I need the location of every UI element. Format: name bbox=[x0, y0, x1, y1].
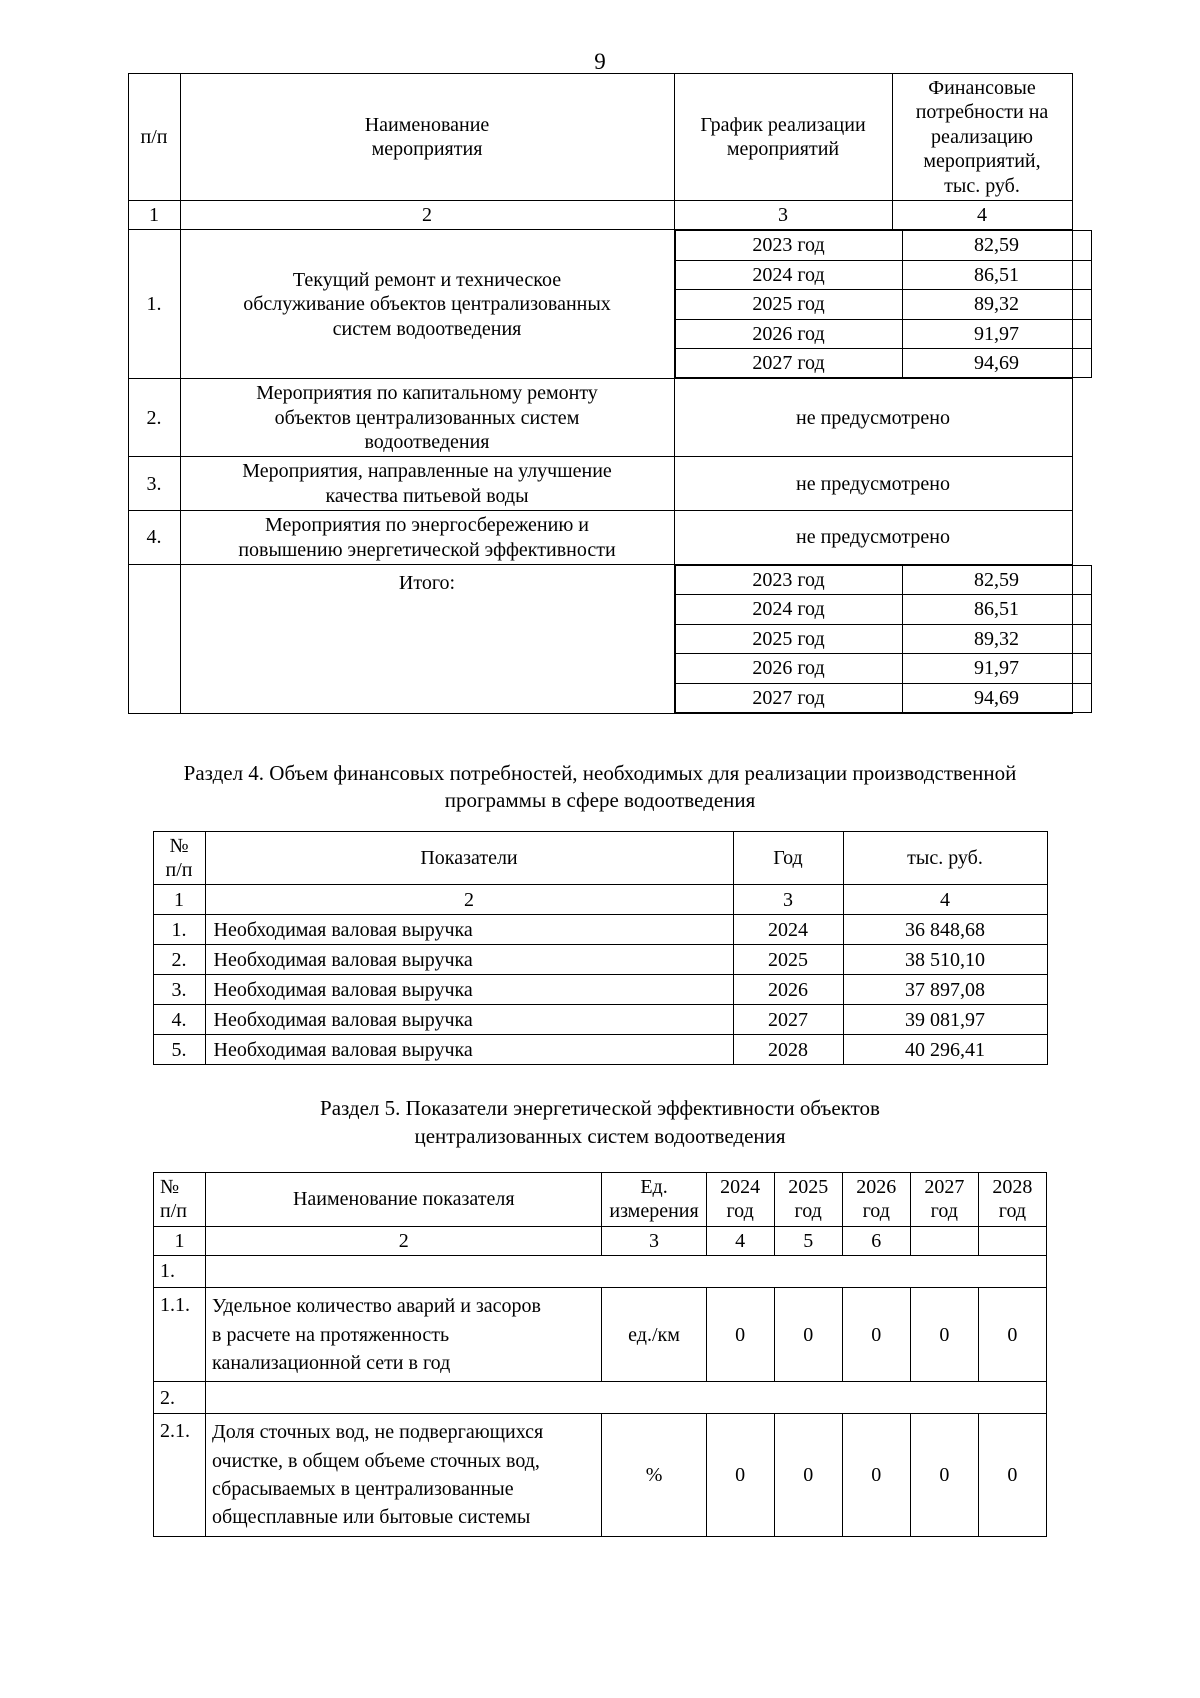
row-value: 39 081,97 bbox=[843, 1005, 1047, 1035]
schedule-line bbox=[675, 260, 1091, 289]
row-value: 37 897,08 bbox=[843, 975, 1047, 1005]
section4-title bbox=[145, 760, 1055, 815]
table-row bbox=[153, 1005, 1047, 1035]
schedule-value: 94,69 bbox=[902, 348, 1091, 377]
row-number: 2. bbox=[153, 945, 205, 975]
row-unit: % bbox=[602, 1414, 706, 1537]
header-year-2027-word: год bbox=[930, 1200, 958, 1223]
row-measure-name bbox=[180, 457, 674, 511]
row-number: 4. bbox=[153, 1005, 205, 1035]
indicator-name-line1: Удельное количество аварий и засоров bbox=[212, 1295, 542, 1318]
row-value-2028: 0 bbox=[978, 1288, 1046, 1382]
measures-table bbox=[128, 73, 1073, 714]
col-num-4: 4 bbox=[843, 885, 1047, 915]
schedule-value: 94,69 bbox=[902, 683, 1091, 712]
header-np bbox=[154, 1172, 206, 1226]
row-measure-name bbox=[180, 230, 674, 379]
total-schedule-and-values bbox=[674, 565, 1072, 714]
group-number: 2. bbox=[154, 1382, 206, 1414]
group-label bbox=[206, 1382, 1047, 1414]
section4-title-line2: программы в сфере водоотведения bbox=[444, 788, 756, 813]
header-year-2028-number: 2028 bbox=[992, 1175, 1033, 1198]
measure-name-line2: обслуживание объектов централизованных bbox=[243, 293, 611, 316]
spacer bbox=[0, 815, 1200, 831]
row-value-2027: 0 bbox=[910, 1414, 978, 1537]
col-num-7 bbox=[910, 1226, 978, 1255]
spacer bbox=[0, 714, 1200, 760]
table-row bbox=[128, 379, 1072, 457]
spacer bbox=[0, 1150, 1200, 1172]
measure-name-line1: Мероприятия по энергосбережению и bbox=[265, 514, 589, 537]
col-num-3: 3 bbox=[602, 1226, 706, 1255]
table-row bbox=[153, 945, 1047, 975]
section4-title-line1: Раздел 4. Объем финансовых потребностей, необходимых для реализации производственной bbox=[183, 760, 1017, 785]
table-row bbox=[154, 1288, 1047, 1382]
header-year-2025 bbox=[774, 1172, 842, 1226]
schedule-year: 2027 год bbox=[675, 348, 902, 377]
schedule-line bbox=[675, 566, 1091, 595]
header-financial-line1: Финансовые bbox=[928, 77, 1036, 99]
column-number-row bbox=[154, 1226, 1047, 1255]
row-number: 1. bbox=[153, 915, 205, 945]
col-num-1: 1 bbox=[153, 885, 205, 915]
schedule-year: 2023 год bbox=[675, 566, 902, 595]
header-year-2028 bbox=[978, 1172, 1046, 1226]
row-indicator: Необходимая валовая выручка bbox=[205, 1035, 733, 1065]
total-inner-table bbox=[675, 565, 1092, 713]
row-indicator: Необходимая валовая выручка bbox=[205, 915, 733, 945]
row-indicator: Необходимая валовая выручка bbox=[205, 945, 733, 975]
row-value: 38 510,10 bbox=[843, 945, 1047, 975]
row-number: 4. bbox=[128, 511, 180, 565]
header-measure-name-line1: Наименование bbox=[364, 113, 490, 136]
spacer bbox=[0, 1065, 1200, 1095]
schedule-year: 2024 год bbox=[675, 595, 902, 624]
header-unit bbox=[602, 1172, 706, 1226]
row-indicator-name bbox=[206, 1414, 602, 1537]
schedule-year: 2025 год bbox=[675, 290, 902, 319]
schedule-year: 2024 год bbox=[675, 260, 902, 289]
schedule-year: 2027 год bbox=[675, 683, 902, 712]
schedule-value: 91,97 bbox=[902, 654, 1091, 683]
group-number: 1. bbox=[154, 1256, 206, 1288]
row-indicator: Необходимая валовая выручка bbox=[205, 975, 733, 1005]
total-row-number bbox=[128, 565, 180, 714]
group-label bbox=[206, 1256, 1047, 1288]
measure-name-line1: Мероприятия, направленные на улучшение bbox=[242, 460, 612, 483]
col-num-1: 1 bbox=[128, 200, 180, 229]
indicator-name-line3: канализационной сети в год bbox=[212, 1351, 451, 1374]
total-label: Итого: bbox=[180, 565, 674, 714]
header-year-2026-number: 2026 bbox=[856, 1175, 897, 1198]
row-not-provided: не предусмотрено bbox=[674, 379, 1072, 457]
header-schedule-line1: График реализации bbox=[700, 113, 866, 136]
row-value-2026: 0 bbox=[842, 1288, 910, 1382]
col-num-2: 2 bbox=[205, 885, 733, 915]
section5-title bbox=[145, 1095, 1055, 1150]
row-measure-name bbox=[180, 379, 674, 457]
table-header-row bbox=[128, 74, 1072, 201]
header-financial-line5: тыс. руб. bbox=[944, 174, 1020, 197]
header-unit-line2: измерения bbox=[609, 1200, 699, 1223]
table-header-row bbox=[153, 831, 1047, 885]
header-year-2027 bbox=[910, 1172, 978, 1226]
schedule-year: 2023 год bbox=[675, 231, 902, 260]
row-value-2028: 0 bbox=[978, 1414, 1046, 1537]
col-num-3: 3 bbox=[733, 885, 843, 915]
measure-name-line2: качества питьевой воды bbox=[325, 484, 529, 507]
col-num-4: 4 bbox=[892, 200, 1072, 229]
col-num-1: 1 bbox=[154, 1226, 206, 1255]
indicator-name-line2: в расчете на протяженность bbox=[212, 1323, 450, 1346]
header-schedule bbox=[674, 74, 892, 201]
indicator-name-line2: очистке, в общем объеме сточных вод, bbox=[212, 1449, 540, 1472]
row-indicator: Необходимая валовая выручка bbox=[205, 1005, 733, 1035]
schedule-value: 82,59 bbox=[902, 231, 1091, 260]
row-unit: ед./км bbox=[602, 1288, 706, 1382]
row-value: 36 848,68 bbox=[843, 915, 1047, 945]
col-num-2: 2 bbox=[206, 1226, 602, 1255]
schedule-value: 86,51 bbox=[902, 595, 1091, 624]
header-measure-name-line2: мероприятия bbox=[371, 137, 483, 160]
header-year-2025-number: 2025 bbox=[788, 1175, 829, 1198]
col-num-6: 6 bbox=[842, 1226, 910, 1255]
table-row bbox=[128, 511, 1072, 565]
col-num-4: 4 bbox=[706, 1226, 774, 1255]
table-row bbox=[153, 1035, 1047, 1065]
header-year-2024-word: год bbox=[726, 1200, 754, 1223]
row-year: 2025 bbox=[733, 945, 843, 975]
header-np-line1: № bbox=[160, 1175, 180, 1198]
row-indicator-name bbox=[206, 1288, 602, 1382]
schedule-value: 86,51 bbox=[902, 260, 1091, 289]
measure-name-line1: Мероприятия по капитальному ремонту bbox=[256, 382, 598, 405]
table-row bbox=[128, 230, 1072, 379]
row-not-provided: не предусмотрено bbox=[674, 457, 1072, 511]
measure-name-line2: объектов централизованных систем bbox=[274, 406, 580, 429]
header-financial-needs bbox=[892, 74, 1072, 201]
col-num-2: 2 bbox=[180, 200, 674, 229]
row-number: 2.1. bbox=[154, 1414, 206, 1537]
row-value-2025: 0 bbox=[774, 1288, 842, 1382]
header-financial-line2: потребности на bbox=[915, 101, 1049, 124]
page-number: 9 bbox=[594, 49, 606, 74]
header-year-2028-word: год bbox=[998, 1200, 1027, 1223]
row-year: 2026 bbox=[733, 975, 843, 1005]
col-num-3: 3 bbox=[674, 200, 892, 229]
header-indicator: Показатели bbox=[205, 831, 733, 885]
header-unit-line1: Ед. bbox=[640, 1175, 668, 1198]
row-number: 5. bbox=[153, 1035, 205, 1065]
table-header-row bbox=[154, 1172, 1047, 1226]
schedule-inner-table bbox=[675, 230, 1092, 378]
header-np-line2: п/п bbox=[160, 1200, 187, 1223]
schedule-line bbox=[675, 231, 1091, 260]
row-number: 3. bbox=[128, 457, 180, 511]
row-not-provided: не предусмотрено bbox=[674, 511, 1072, 565]
schedule-line bbox=[675, 683, 1091, 712]
row-schedule-and-values bbox=[674, 230, 1072, 379]
row-number: 2. bbox=[128, 379, 180, 457]
table-row bbox=[154, 1414, 1047, 1537]
col-num-5: 5 bbox=[774, 1226, 842, 1255]
table-row bbox=[128, 457, 1072, 511]
indicator-name-line3: сбрасываемых в централизованные bbox=[212, 1478, 514, 1501]
header-financial-line3: реализацию bbox=[931, 125, 1033, 148]
measure-name-line2: повышению энергетической эффективности bbox=[238, 538, 616, 561]
schedule-value: 89,32 bbox=[902, 624, 1091, 653]
schedule-year: 2025 год bbox=[675, 624, 902, 653]
schedule-value: 91,97 bbox=[902, 319, 1091, 348]
header-financial-line4: мероприятий, bbox=[923, 150, 1041, 173]
row-value-2025: 0 bbox=[774, 1414, 842, 1537]
header-year-2025-word: год bbox=[794, 1200, 822, 1223]
indicator-name-line4: общесплавные или бытовые системы bbox=[212, 1506, 531, 1529]
table-group-row bbox=[154, 1256, 1047, 1288]
header-year-2024 bbox=[706, 1172, 774, 1226]
schedule-line bbox=[675, 624, 1091, 653]
header-year-2024-number: 2024 bbox=[720, 1175, 761, 1198]
financial-needs-table bbox=[153, 831, 1048, 1066]
row-value-2024: 0 bbox=[706, 1288, 774, 1382]
header-measure-name bbox=[180, 74, 674, 201]
schedule-year: 2026 год bbox=[675, 654, 902, 683]
measure-name-line3: систем водоотведения bbox=[332, 317, 522, 340]
header-schedule-line2: мероприятий bbox=[726, 137, 840, 160]
table-row bbox=[153, 915, 1047, 945]
schedule-year: 2026 год bbox=[675, 319, 902, 348]
header-np-line2: п/п bbox=[165, 858, 193, 881]
column-number-row bbox=[153, 885, 1047, 915]
schedule-value: 89,32 bbox=[902, 290, 1091, 319]
row-measure-name bbox=[180, 511, 674, 565]
schedule-value: 82,59 bbox=[902, 566, 1091, 595]
row-value-2024: 0 bbox=[706, 1414, 774, 1537]
row-number: 3. bbox=[153, 975, 205, 1005]
header-year: Год bbox=[733, 831, 843, 885]
section5-title-line2: централизованных систем водоотведения bbox=[414, 1123, 786, 1148]
col-num-8 bbox=[978, 1226, 1046, 1255]
table-total-row bbox=[128, 565, 1072, 714]
row-year: 2027 bbox=[733, 1005, 843, 1035]
measure-name-line1: Текущий ремонт и техническое bbox=[292, 268, 562, 291]
schedule-line bbox=[675, 290, 1091, 319]
schedule-line bbox=[675, 348, 1091, 377]
row-value-2027: 0 bbox=[910, 1288, 978, 1382]
schedule-line bbox=[675, 595, 1091, 624]
row-number: 1.1. bbox=[154, 1288, 206, 1382]
header-np-line1: № bbox=[169, 834, 189, 857]
header-year-2026 bbox=[842, 1172, 910, 1226]
header-np: п/п bbox=[128, 74, 180, 201]
row-value-2026: 0 bbox=[842, 1414, 910, 1537]
table-row bbox=[153, 975, 1047, 1005]
table-group-row bbox=[154, 1382, 1047, 1414]
measure-name-line3: водоотведения bbox=[364, 431, 490, 454]
indicator-name-line1: Доля сточных вод, не подвергающихся bbox=[212, 1421, 544, 1444]
header-np bbox=[153, 831, 205, 885]
row-year: 2028 bbox=[733, 1035, 843, 1065]
row-number: 1. bbox=[128, 230, 180, 379]
energy-efficiency-table bbox=[153, 1172, 1047, 1537]
row-value: 40 296,41 bbox=[843, 1035, 1047, 1065]
column-number-row bbox=[128, 200, 1072, 229]
header-year-2027-number: 2027 bbox=[924, 1175, 965, 1198]
header-indicator-name: Наименование показателя bbox=[206, 1172, 602, 1226]
schedule-line bbox=[675, 319, 1091, 348]
schedule-line bbox=[675, 654, 1091, 683]
header-thousand-rubles: тыс. руб. bbox=[843, 831, 1047, 885]
section5-title-line1: Раздел 5. Показатели энергетической эффективности объектов bbox=[320, 1096, 880, 1121]
header-year-2026-word: год bbox=[862, 1200, 890, 1223]
row-year: 2024 bbox=[733, 915, 843, 945]
